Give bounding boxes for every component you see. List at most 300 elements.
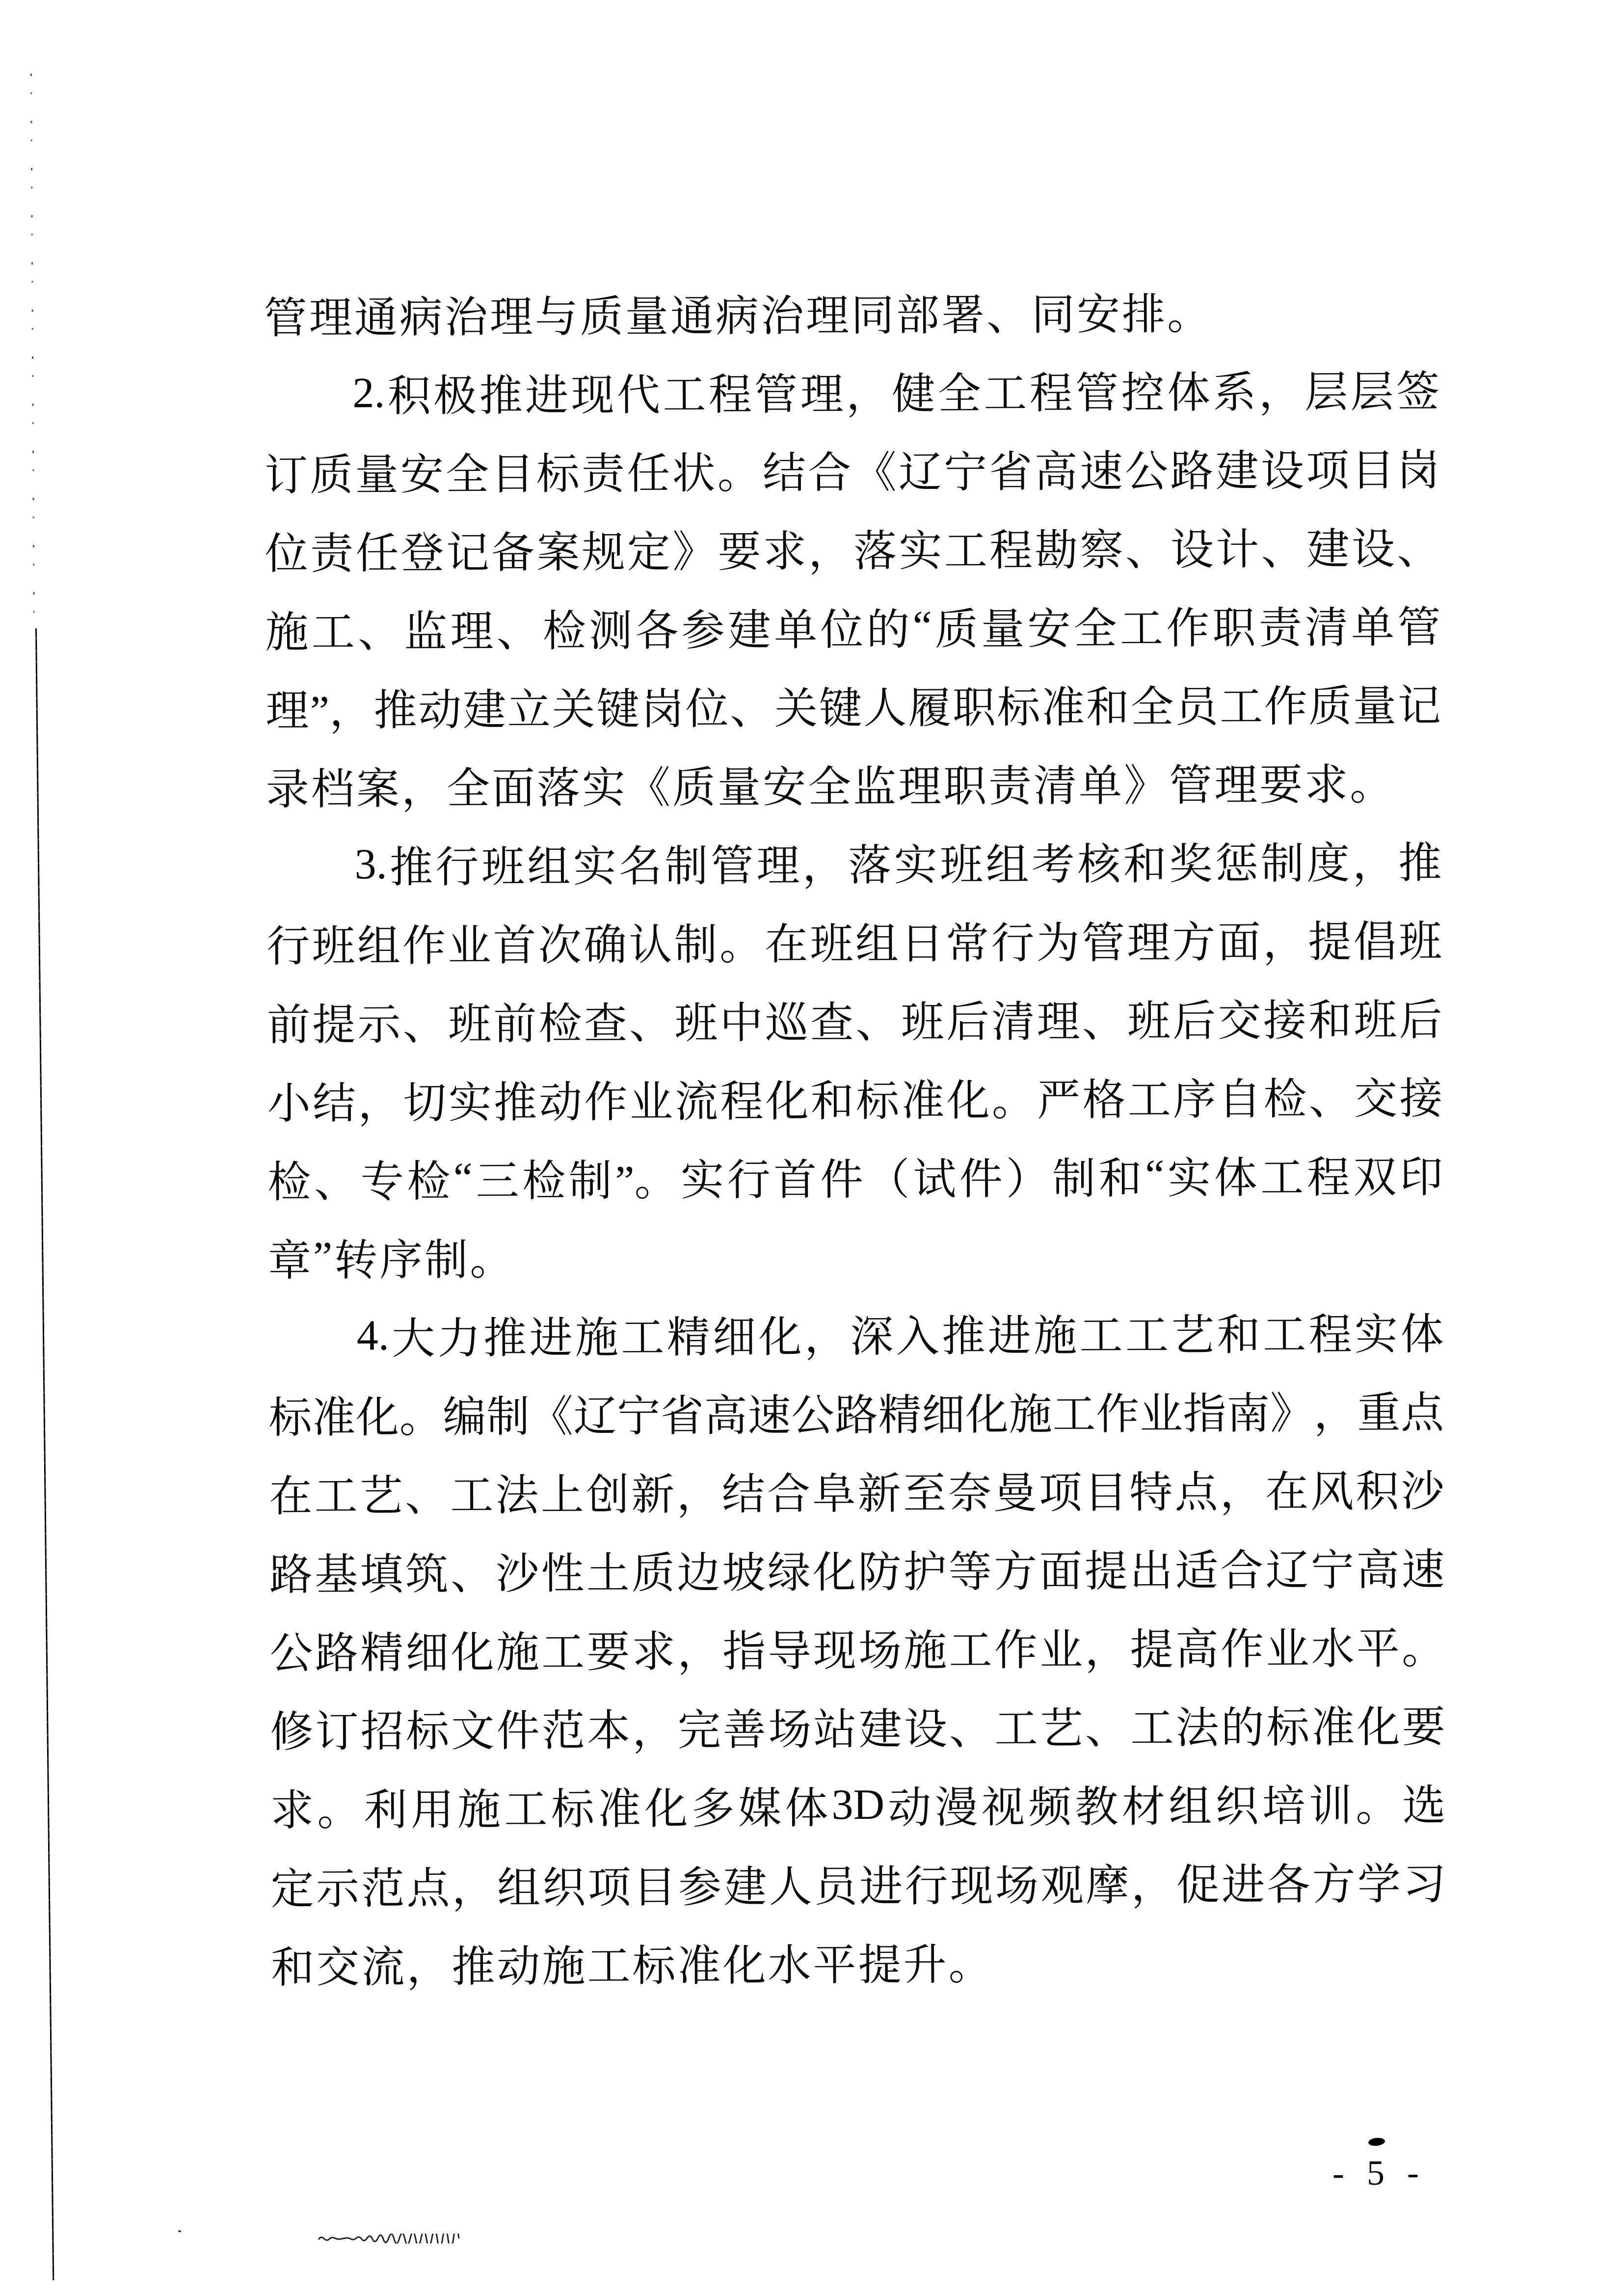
text-unit: 专 [360, 1159, 404, 1207]
text-unit: 合 [767, 1471, 811, 1519]
scan-artifact-speck [178, 2230, 181, 2232]
text-unit: 检 [522, 1158, 566, 1206]
text-unit: 实 [1167, 1155, 1211, 1203]
text-unit: 、 [450, 1551, 494, 1599]
text-unit: 日 [900, 920, 944, 969]
text-unit: 进 [859, 1863, 903, 1911]
text-unit: 求 [270, 1787, 314, 1836]
text-unit: 作 [584, 1079, 628, 1127]
text-unit: 新 [631, 1471, 675, 1519]
text-unit: 标 [268, 1394, 312, 1443]
text-unit: 省 [660, 1393, 704, 1441]
text-unit: 习 [1403, 1861, 1446, 1909]
text-unit: 施 [1009, 1391, 1052, 1439]
text-unit: 程 [708, 371, 752, 420]
text-unit: 岗 [1396, 447, 1440, 495]
text-unit: 推 [483, 1315, 527, 1363]
text-unit: 建 [1306, 526, 1350, 574]
text-unit: 学 [1357, 1861, 1401, 1909]
text-unit: 排 [1121, 291, 1166, 339]
text-unit: 行 [727, 1157, 771, 1205]
text-unit: 检 [1263, 1076, 1307, 1124]
text-unit: 3. [354, 840, 387, 888]
text-unit: 路 [834, 1392, 878, 1440]
text-unit: 现 [813, 1628, 856, 1676]
text-unit: 积 [387, 373, 431, 421]
text-unit: 》 [1123, 762, 1168, 810]
text-unit: 程 [989, 527, 1033, 575]
text-unit: 印 [1399, 1154, 1443, 1202]
text-unit: 量 [1353, 683, 1397, 731]
text-unit: 推 [452, 1944, 495, 1992]
text-unit: 规 [582, 529, 625, 577]
text-unit: 准 [1041, 684, 1085, 732]
text-unit: 、 [986, 292, 1030, 340]
text-unit: 交 [1354, 1076, 1398, 1124]
text-unit: 路 [315, 1630, 359, 1678]
text-unit: 观 [1040, 1862, 1084, 1911]
text-unit: 班 [1354, 997, 1397, 1045]
text-unit: 标 [855, 1078, 900, 1126]
text-unit: 沙 [1401, 1468, 1445, 1516]
text-unit: 细 [405, 1629, 449, 1678]
text-unit: “ [912, 602, 932, 650]
text-unit: 、 [1261, 526, 1304, 574]
text-unit: 新 [857, 1470, 901, 1518]
text-unit: 首 [773, 1157, 817, 1205]
text-unit: 要 [1259, 762, 1303, 810]
text-unit: 系 [1213, 369, 1256, 417]
text-unit: 准 [312, 1394, 356, 1442]
text-unit: 与 [534, 294, 579, 342]
text-unit: 后 [1399, 997, 1442, 1045]
scan-artifact-left-edge-dots [30, 74, 35, 628]
text-unit: 大 [391, 1315, 435, 1364]
text-unit: 。 [1401, 1625, 1445, 1674]
text-unit: 招 [360, 1708, 404, 1756]
text-unit: 落 [848, 842, 892, 891]
text-unit: 制 [1052, 1155, 1096, 1204]
text-unit: 《 [627, 764, 671, 813]
page-number: - 5 - [1332, 2153, 1426, 2193]
text-unit: 建 [462, 687, 506, 735]
text-unit: 绿 [767, 1549, 811, 1597]
text-unit: 培 [1262, 1783, 1305, 1831]
text-unit: 4. [356, 1311, 389, 1359]
text-unit: 化 [722, 1942, 766, 1991]
text-unit: 多 [691, 1785, 735, 1834]
text-unit: 工 [949, 1627, 992, 1675]
text-unit: 、 [1082, 998, 1125, 1046]
text-unit: 速 [747, 1392, 791, 1440]
text-unit: 范 [361, 1865, 405, 1914]
text-unit: 工 [314, 1473, 358, 1521]
text-unit: 病 [399, 294, 443, 343]
text-unit: 速 [1079, 448, 1123, 496]
text-unit: 指 [1183, 1390, 1226, 1439]
text-unit: 代 [616, 372, 661, 420]
text-unit: 责 [988, 763, 1032, 811]
text-unit: 理 [805, 293, 850, 341]
text-unit: 要 [718, 528, 761, 577]
text-unit: 管 [1075, 370, 1119, 418]
text-unit: 任 [627, 450, 670, 499]
text-unit: 记 [446, 530, 490, 578]
text-unit: 自 [1218, 1076, 1262, 1124]
text-unit: ， [632, 1707, 676, 1755]
text-unit: 理 [1037, 998, 1080, 1047]
text-unit: 、 [402, 1001, 447, 1050]
text-unit: 、 [1397, 525, 1440, 574]
text-unit: ， [1313, 1390, 1357, 1438]
text-line [267, 1056, 1443, 1139]
text-unit: 合 [1220, 1547, 1264, 1595]
text-unit: 化 [965, 1391, 1009, 1440]
text-unit: 编 [443, 1394, 486, 1442]
text-unit: 组 [497, 1864, 541, 1913]
text-unit: 路 [269, 1551, 313, 1600]
text-unit: 工 [984, 370, 1027, 418]
text-unit: 行 [435, 844, 479, 892]
text-unit: 认 [629, 921, 672, 970]
text-unit: 求 [632, 1628, 675, 1676]
text-unit: 单 [1078, 762, 1122, 811]
text-unit: 职 [1212, 605, 1256, 653]
text-unit: 关 [774, 685, 818, 733]
text-unit: 键 [596, 686, 640, 734]
text-unit: 常 [946, 920, 989, 969]
text-unit: ， [1220, 1469, 1263, 1517]
text-unit: 监 [852, 763, 897, 812]
text-unit: 制 [1260, 840, 1304, 889]
text-unit: 测 [588, 607, 633, 656]
text-unit: 三 [476, 1158, 519, 1206]
text-line [269, 1606, 1445, 1689]
text-unit: 摩 [1086, 1862, 1129, 1910]
text-unit: 班 [674, 1000, 718, 1048]
text-unit: 理 [450, 608, 494, 656]
text-unit: 施 [542, 1943, 585, 1991]
text-unit: 辽 [573, 1393, 617, 1441]
text-unit: 任 [355, 530, 399, 578]
text-unit: 工 [663, 372, 706, 420]
text-unit: 辽 [898, 449, 942, 497]
text-unit: 和 [1308, 997, 1352, 1045]
text-unit: 质 [672, 764, 716, 812]
text-unit: 中 [719, 999, 763, 1048]
text-unit: 宁 [943, 449, 987, 497]
text-line [270, 1684, 1446, 1768]
text-unit: 理 [265, 687, 309, 736]
text-unit: 化 [644, 1785, 688, 1834]
text-unit: 工 [1219, 683, 1263, 731]
text-unit: 清 [1304, 604, 1349, 652]
text-unit: 案 [536, 529, 580, 577]
text-unit: 推 [373, 687, 417, 735]
text-unit: 宁 [1310, 1547, 1355, 1595]
text-unit: 订 [264, 452, 308, 500]
text-unit: 治 [760, 293, 804, 341]
text-unit: 的 [866, 606, 910, 654]
text-unit: 程 [1306, 1154, 1351, 1202]
text-unit: 。 [399, 1394, 443, 1442]
text-unit: 位 [685, 686, 729, 734]
text-unit: 清 [1033, 763, 1077, 811]
text-unit: 。 [470, 1237, 513, 1285]
text-unit: 前 [266, 1001, 311, 1050]
text-unit: 序 [379, 1237, 423, 1285]
text-unit: ， [1262, 918, 1306, 967]
text-unit: 织 [1215, 1783, 1259, 1831]
text-unit: 设 [1351, 526, 1395, 574]
text-unit: 落 [853, 528, 897, 576]
text-unit: 2. [352, 369, 385, 417]
text-unit: ， [804, 1314, 848, 1362]
text-unit: 签 [1396, 368, 1440, 417]
text-unit: 管 [1169, 762, 1213, 810]
text-unit: 章 [267, 1237, 312, 1286]
text-unit: 体 [1214, 1155, 1257, 1203]
text-unit: 准 [901, 1078, 945, 1126]
text-unit: 标 [997, 684, 1040, 732]
text-unit: 量 [981, 606, 1025, 654]
text-unit: 量 [355, 452, 399, 500]
text-unit: 示 [357, 1001, 401, 1050]
text-unit: 化 [758, 1314, 802, 1362]
text-unit: 出 [1129, 1548, 1173, 1596]
text-unit: 极 [433, 373, 477, 421]
text-line [268, 1292, 1444, 1375]
text-unit: 精 [666, 1314, 710, 1362]
text-unit: 理 [800, 371, 844, 419]
text-unit: 责 [310, 530, 354, 578]
text-unit: 检 [407, 1158, 451, 1206]
text-line [266, 742, 1442, 825]
text-unit: 格 [1082, 1077, 1126, 1125]
text-unit: 清 [991, 999, 1035, 1047]
text-unit: ” [313, 1233, 333, 1281]
text-unit: 层 [1350, 369, 1394, 417]
text-unit: 通 [354, 295, 398, 343]
text-unit: 业 [448, 922, 491, 971]
text-unit: 班 [939, 841, 984, 890]
text-unit: 管 [1081, 919, 1125, 968]
text-unit: 件 [959, 1156, 1003, 1204]
text-unit: 施 [457, 1786, 501, 1835]
text-line [265, 506, 1440, 590]
text-unit: 组 [357, 923, 401, 971]
text-unit: 质 [631, 1550, 675, 1598]
text-unit: 结 [721, 1471, 766, 1519]
text-unit: 班 [1398, 918, 1442, 967]
text-unit: 管 [710, 842, 754, 891]
text-unit: 点 [406, 1865, 450, 1914]
text-unit: 安 [1027, 606, 1071, 654]
text-unit: 标 [551, 1786, 594, 1834]
text-unit: 治 [444, 294, 488, 342]
text-unit: 工 [587, 1943, 631, 1991]
text-unit: 求 [763, 528, 806, 576]
text-unit: 。 [1356, 1783, 1399, 1831]
text-unit: 提 [312, 1001, 356, 1050]
text-unit: 、 [314, 1159, 358, 1207]
text-unit: 3D [831, 1781, 885, 1829]
text-unit: 方 [1312, 1861, 1356, 1909]
text-unit: 精 [360, 1630, 404, 1678]
text-unit: 查 [810, 999, 854, 1048]
text-unit: 积 [1356, 1468, 1399, 1516]
text-unit: 风 [1310, 1468, 1354, 1516]
text-unit: 惩 [1215, 840, 1258, 889]
text-unit: 业 [1139, 1391, 1183, 1439]
text-unit: 上 [540, 1472, 585, 1520]
text-unit: 指 [722, 1628, 766, 1676]
text-unit: 作 [1220, 1626, 1264, 1674]
text-unit: 定 [627, 529, 671, 577]
text-unit: 适 [1174, 1547, 1219, 1596]
text-unit: 、 [404, 1472, 449, 1521]
text-line [270, 1763, 1446, 1846]
text-unit: 平 [813, 1942, 856, 1990]
text-unit: 全 [937, 370, 982, 419]
text-unit: 平 [1356, 1625, 1400, 1674]
text-unit: 防 [858, 1549, 902, 1597]
text-unit: 作 [1095, 1391, 1140, 1439]
text-unit: 、 [1125, 527, 1169, 575]
text-unit: 土 [586, 1550, 630, 1598]
text-unit: 公 [1124, 448, 1169, 496]
text-unit: 实 [1354, 1311, 1398, 1359]
text-unit: 方 [993, 1548, 1038, 1596]
text-unit: 业 [1266, 1625, 1309, 1674]
text-line [267, 977, 1443, 1061]
text-unit: ”， [310, 687, 373, 735]
text-unit: 各 [635, 607, 679, 655]
text-unit: 。 [719, 921, 763, 970]
squiggle-path [319, 2234, 459, 2243]
text-unit: 职 [943, 763, 987, 811]
text-unit: 动 [497, 1943, 540, 1992]
text-unit: 双 [1353, 1154, 1397, 1202]
text-unit: 作 [402, 922, 446, 971]
text-unit: 推 [493, 1079, 537, 1128]
text-unit: 署 [941, 292, 985, 340]
text-unit: 理 [489, 294, 533, 342]
text-unit: 安 [762, 764, 806, 812]
text-unit: ， [358, 1080, 401, 1128]
text-unit: 。 [1167, 291, 1211, 339]
text-unit: 施 [1033, 1313, 1077, 1361]
text-unit: 升 [903, 1942, 947, 1990]
text-unit: ， [1258, 369, 1303, 417]
text-unit: 场 [995, 1863, 1039, 1911]
text-unit: 行 [991, 920, 1035, 968]
text-unit: 切 [403, 1080, 447, 1128]
text-unit: ， [677, 1628, 721, 1676]
text-unit: 和 [271, 1944, 315, 1993]
text-unit: 管 [264, 295, 307, 343]
text-unit: ， [802, 842, 846, 891]
text-unit: 质 [934, 606, 979, 654]
text-unit: 要 [586, 1629, 630, 1677]
text-unit: 为 [1036, 920, 1080, 968]
text-unit: 、 [1085, 1705, 1129, 1753]
text-unit: 现 [950, 1863, 993, 1911]
text-unit: 文 [451, 1708, 495, 1756]
text-unit: 施 [575, 1315, 619, 1363]
text-unit: 人 [769, 1864, 812, 1912]
text-unit: 记 [1397, 682, 1441, 731]
text-unit: 工 [1079, 1312, 1123, 1361]
text-unit: 名 [618, 843, 663, 891]
text-unit: 本 [586, 1707, 631, 1756]
text-unit: 订 [315, 1708, 359, 1756]
text-unit: 业 [629, 1079, 673, 1127]
text-unit: 示 [316, 1865, 360, 1914]
text-unit: 媒 [738, 1785, 782, 1834]
text-unit: 填 [360, 1551, 403, 1599]
text-unit: 组 [855, 920, 899, 969]
text-line [271, 1920, 1447, 2003]
text-unit: 检 [542, 608, 586, 656]
text-unit: 性 [541, 1550, 585, 1598]
text-unit: 在 [765, 921, 808, 969]
text-unit: 接 [1399, 1075, 1443, 1124]
text-unit: 点 [1400, 1389, 1444, 1438]
text-unit: 化 [946, 1077, 990, 1126]
scan-artifact-squiggle-line [318, 2234, 465, 2243]
text-unit: 创 [585, 1472, 630, 1520]
text-unit: 法 [495, 1472, 539, 1520]
text-unit: 选 [1402, 1782, 1446, 1831]
text-unit: 现 [571, 372, 614, 420]
text-unit: 安 [1076, 291, 1120, 340]
text-unit: 在 [1265, 1468, 1309, 1517]
text-unit: 求 [1304, 761, 1348, 810]
text-unit: 准 [677, 1943, 721, 1991]
text-unit: 合 [808, 450, 851, 498]
text-unit: 项 [1038, 1469, 1082, 1518]
text-unit: 制 [674, 921, 718, 970]
text-unit: 在 [268, 1473, 313, 1521]
text-unit: 推 [1398, 839, 1442, 888]
text-unit: 参 [681, 607, 725, 655]
text-unit: 护 [903, 1549, 947, 1597]
text-unit: 修 [270, 1708, 314, 1757]
text-unit: 班 [448, 1001, 492, 1049]
text-unit: 项 [587, 1864, 631, 1913]
text-unit: 场 [858, 1627, 902, 1675]
text-unit: 工 [311, 609, 355, 657]
text-unit: 高 [704, 1392, 747, 1441]
text-unit: 沙 [496, 1550, 539, 1599]
text-unit: 质 [310, 452, 353, 500]
text-unit: 次 [538, 922, 582, 970]
text-unit: 定 [270, 1865, 314, 1914]
text-line [266, 899, 1442, 982]
text-unit: 班 [312, 923, 355, 971]
text-unit: 艺 [359, 1473, 403, 1521]
text-unit: 全 [446, 765, 490, 813]
text-unit: 病 [715, 293, 759, 341]
text-line [264, 349, 1440, 432]
text-unit: 、 [730, 685, 773, 734]
text-unit: 参 [678, 1864, 722, 1912]
text-unit: 首 [493, 922, 536, 971]
text-unit: 理 [309, 295, 352, 343]
text-unit: 管 [754, 371, 798, 419]
text-unit: 巡 [765, 999, 809, 1048]
